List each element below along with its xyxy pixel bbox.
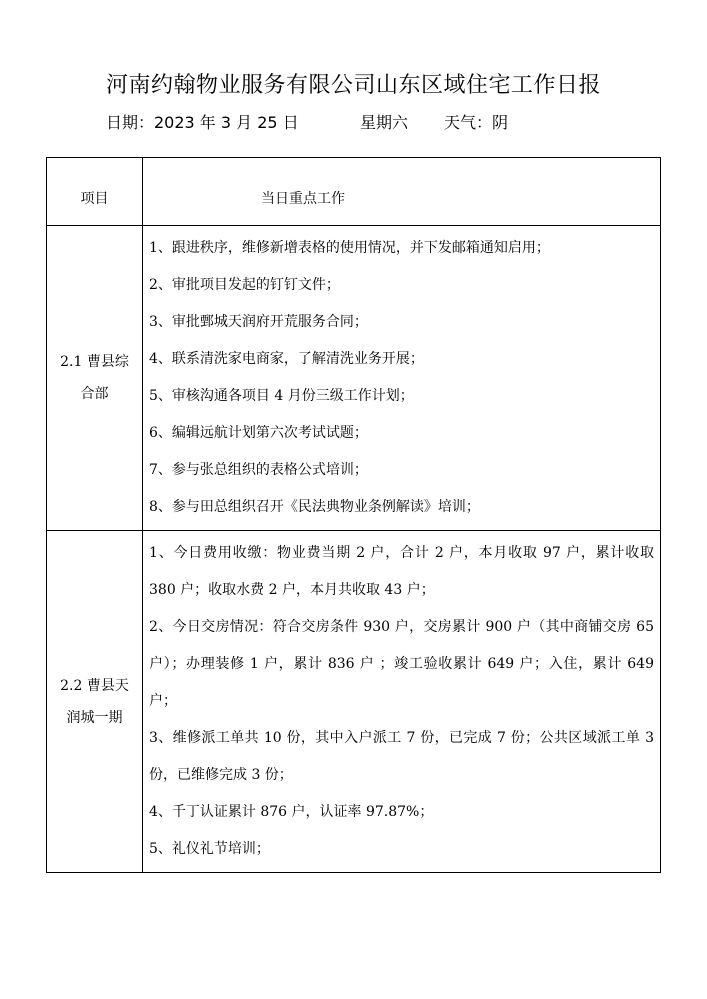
task-list	[149, 230, 654, 526]
table-header-row	[47, 158, 661, 226]
task-item: 3、审批鄄城天润府开荒服务合同；	[149, 314, 368, 330]
report-weather: 天气：阴	[444, 113, 509, 132]
task-item: 6、编辑远航计划第六次考试试题；	[149, 425, 368, 441]
dept-cell: 2.1 曹县综合部	[47, 226, 143, 531]
dept-cell: 2.2 曹县天润城一期	[47, 531, 143, 873]
table-row	[47, 226, 661, 531]
task-item: 2、今日交房情况：符合交房条件 930 户，交房累计 900 户（其中商铺交房 65 户）；办理装修 1 户，累计 836 户 ；竣工验收累计 649 户；入住，累计 649 户；	[149, 619, 654, 709]
task-item: 5、审核沟通各项目 4 月份三级工作计划；	[149, 388, 414, 404]
table-row	[47, 531, 661, 873]
work-report-table	[46, 157, 661, 873]
task-item: 8、参与田总组织召开《民法典物业条例解读》培训；	[149, 499, 480, 515]
header-item: 项目	[47, 158, 143, 226]
task-item: 4、联系清洗家电商家，了解清洗业务开展；	[149, 351, 424, 367]
task-item: 4、千丁认证累计 876 户，认证率 97.87%；	[149, 804, 434, 820]
report-weekday: 星期六	[360, 113, 409, 132]
header-key-work: 当日重点工作	[143, 158, 661, 226]
report-date: 日期：2023 年 3 月 25 日	[106, 113, 299, 132]
task-item: 7、参与张总组织的表格公式培训；	[149, 462, 368, 478]
tasks-cell	[143, 531, 661, 873]
task-list	[149, 535, 654, 868]
task-item: 3、维修派工单共 10 份，其中入户派工 7 份，已完成 7 份；公共区域派工单 3 份，已维修完成 3 份；	[149, 730, 654, 783]
task-item: 5、礼仪礼节培训；	[149, 841, 270, 857]
tasks-cell	[143, 226, 661, 531]
task-item: 1、今日费用收缴：物业费当期 2 户，合计 2 户，本月收取 97 户，累计收取 380 户；收取水费 2 户，本月共收取 43 户；	[149, 545, 654, 598]
report-title: 河南约翰物业服务有限公司山东区域住宅工作日报	[105, 73, 601, 98]
task-item: 1、跟进秩序，维修新增表格的使用情况，并下发邮箱通知启用；	[149, 240, 550, 256]
task-item: 2、审批项目发起的钉钉文件；	[149, 277, 340, 293]
